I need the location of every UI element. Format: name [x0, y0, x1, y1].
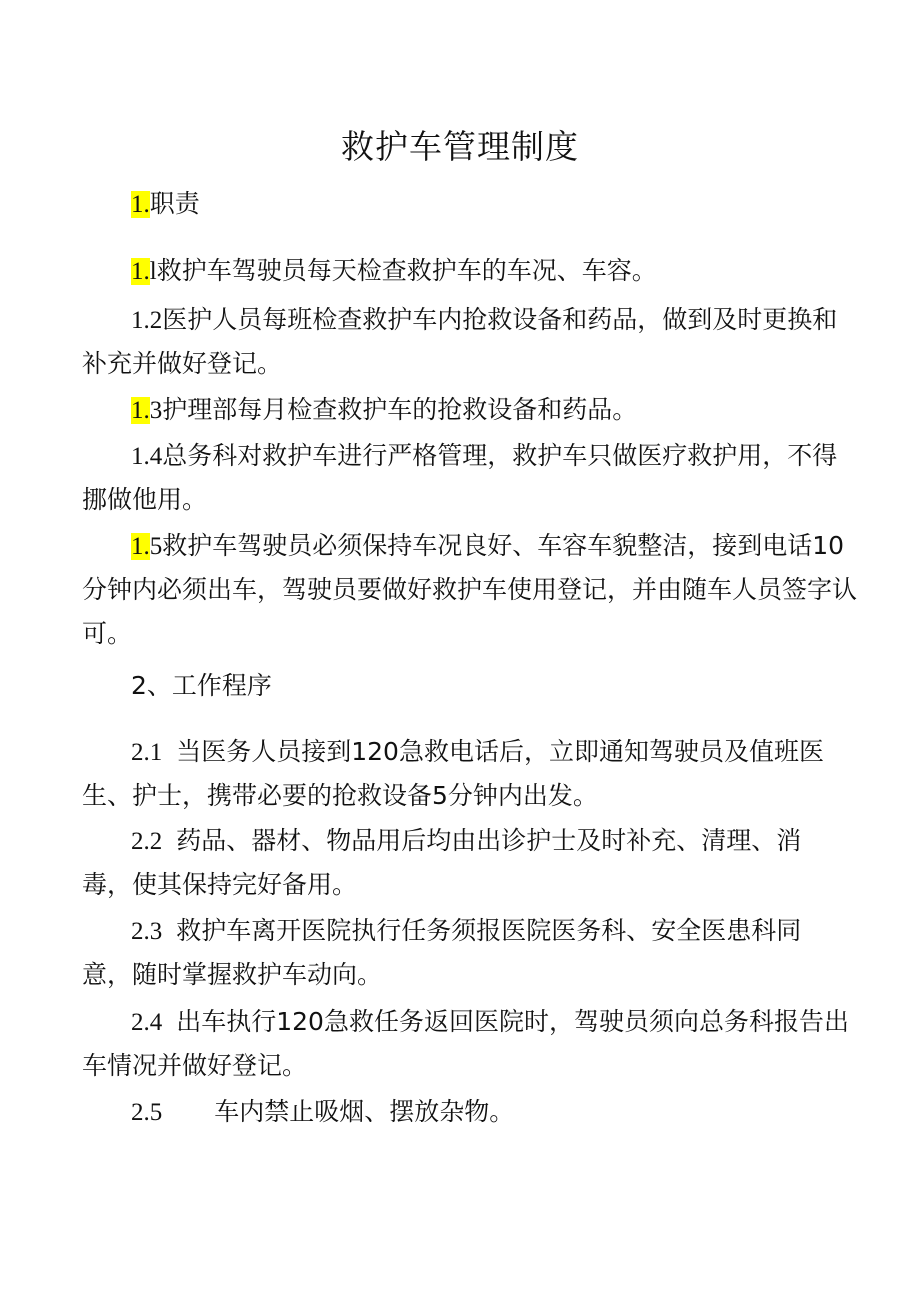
item-number: 1.4 — [131, 443, 163, 470]
item-number: 2.1 — [131, 739, 163, 766]
item-number-highlight: 1. — [131, 397, 150, 424]
section-2-heading: 2、工作程序 — [131, 671, 272, 700]
item-1-4-continued: 挪做他用。 — [82, 485, 208, 514]
item-1-2-continued: 补充并做好登记。 — [82, 349, 283, 378]
item-number: 2.4 — [131, 1009, 163, 1036]
item-text: 救护车驾驶员每天检查救护车的车况、车容。 — [156, 256, 657, 285]
item-2-3 — [131, 912, 801, 951]
document-title: 救护车管理制度 — [341, 127, 579, 166]
section-1-number: 1. — [131, 191, 150, 218]
item-2-4-continued: 车情况并做好登记。 — [82, 1051, 308, 1080]
item-2-2-continued: 毒，使其保持完好备用。 — [82, 870, 358, 899]
item-2-4 — [131, 1003, 849, 1042]
item-number: 3 — [149, 397, 163, 424]
item-text: 药品、器材、物品用后均由出诊护士及时补充、清理、消 — [176, 826, 802, 855]
item-number-highlight: 1. — [131, 533, 150, 560]
item-text: 医护人员每班检查救护车内抢救设备和药品，做到及时更换和 — [162, 305, 838, 334]
section-1-title: 职责 — [149, 189, 200, 218]
item-text: 车内禁止吸烟、摆放杂物。 — [214, 1097, 515, 1126]
item-1-5-continued: 分钟内必须出车，驾驶员要做好救护车使用登记，并由随车人员签字认 — [82, 575, 858, 604]
item-number: 2.3 — [131, 918, 163, 945]
item-1-1 — [131, 252, 657, 291]
item-number: 1.2 — [131, 307, 163, 334]
item-text: 护理部每月检查救护车的抢救设备和药品。 — [162, 395, 638, 424]
item-text: 总务科对救护车进行严格管理，救护车只做医疗救护用，不得 — [162, 441, 838, 470]
item-2-1 — [131, 733, 824, 772]
item-1-5-continued: 可。 — [82, 619, 133, 648]
item-2-3-continued: 意，随时掌握救护车动向。 — [82, 960, 383, 989]
item-number: 5 — [149, 533, 163, 560]
item-1-5 — [131, 527, 844, 566]
item-text: 当医务人员接到120急救电话后，立即通知驾驶员及值班医 — [176, 737, 824, 766]
item-2-5 — [131, 1093, 514, 1132]
item-text: 出车执行120急救任务返回医院时，驾驶员须向总务科报告出 — [176, 1007, 849, 1036]
item-2-1-continued: 生、护士，携带必要的抢救设备5分钟内出发。 — [82, 781, 598, 810]
item-text: 救护车离开医院执行任务须报医院医务科、安全医患科同 — [176, 916, 802, 945]
item-1-4 — [131, 437, 837, 476]
item-text: 救护车驾驶员必须保持车况良好、车容车貌整洁，接到电话10 — [162, 531, 845, 560]
item-number: 2.2 — [131, 828, 163, 855]
item-1-2 — [131, 301, 837, 340]
item-number: 2.5 — [131, 1099, 163, 1126]
item-2-2 — [131, 822, 801, 861]
item-number-highlight: 1. — [131, 258, 150, 285]
section-1-heading — [131, 185, 200, 224]
item-number: l — [149, 258, 157, 285]
item-1-3 — [131, 391, 637, 430]
